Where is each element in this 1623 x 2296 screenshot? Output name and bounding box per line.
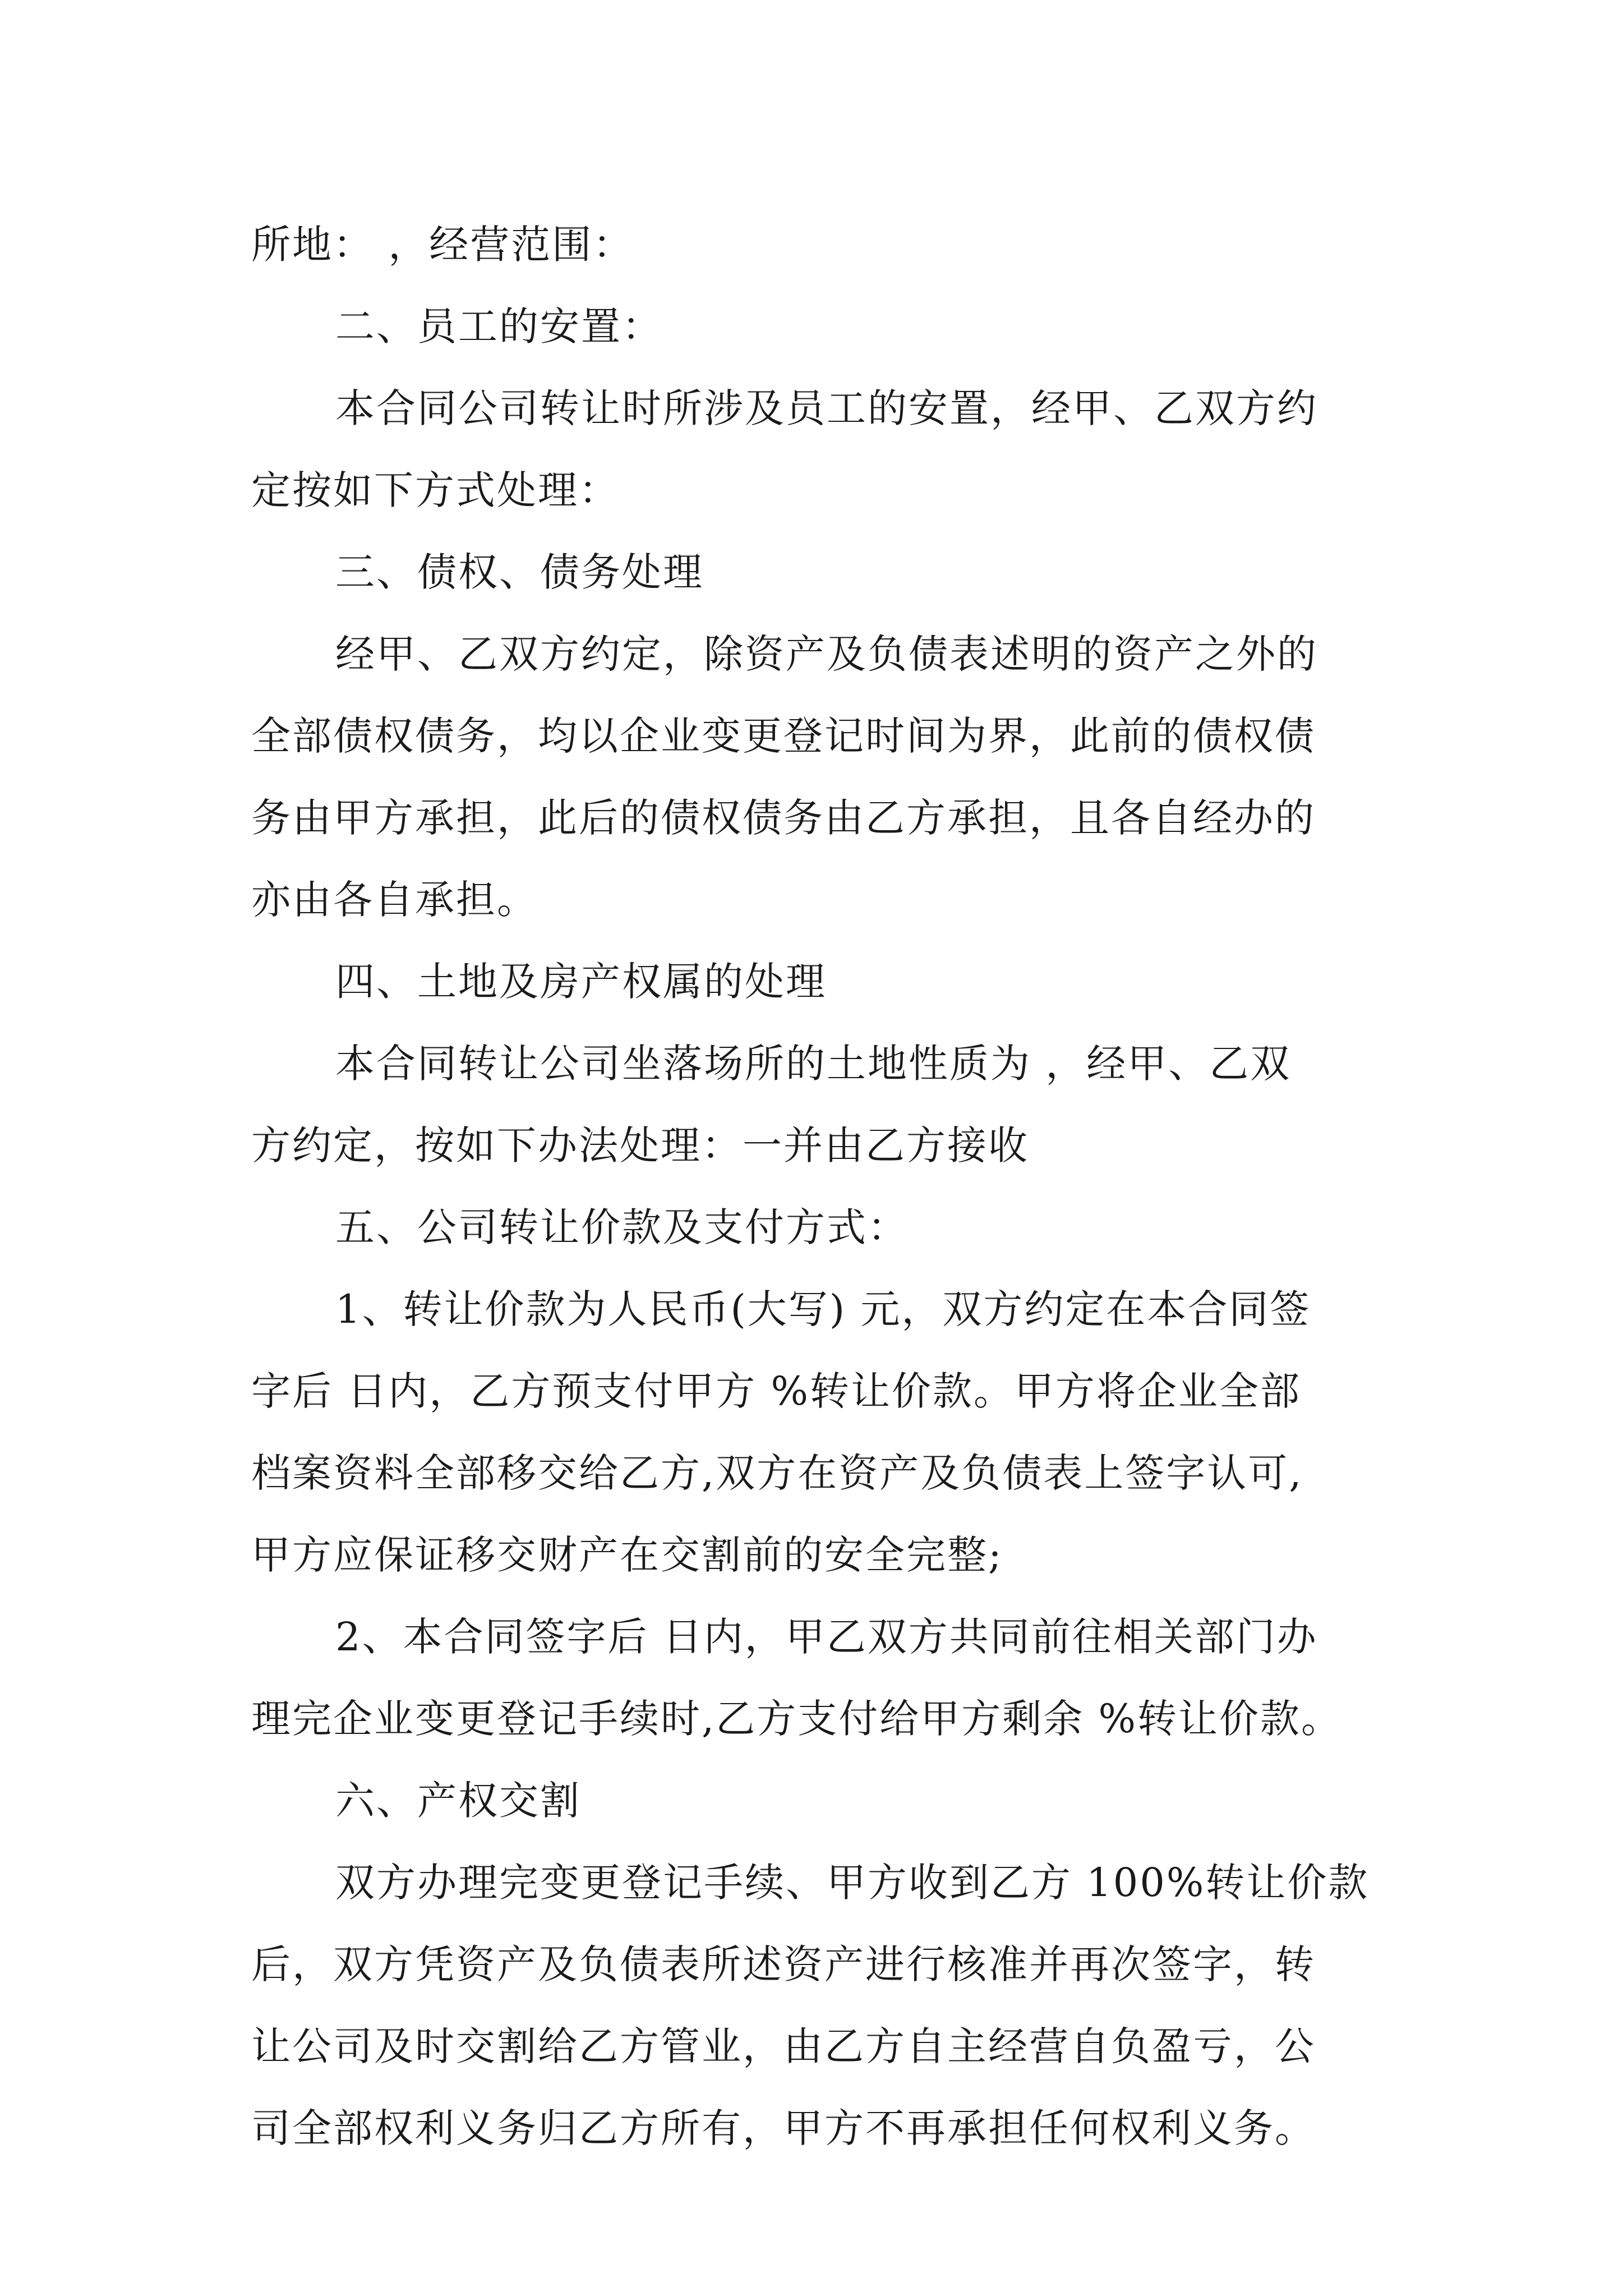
text-line: 后，双方凭资产及负债表所述资产进行核准并再次签字，转 [251,1941,1316,1987]
section-heading: 四、土地及房产权属的处理 [335,959,827,1005]
text-line: 字后 日内，乙方预支付甲方 %转让价款。甲方将企业全部 [251,1368,1302,1414]
text-line: 1、转让价款为人民币(大写) 元，双方约定在本合同签 [335,1286,1311,1332]
text-line: 理完企业变更登记手续时,乙方支付给甲方剩余 %转让价款。 [251,1696,1343,1742]
text-line: 方约定，按如下办法处理：一并由乙方接收 [251,1122,1029,1168]
text-line: 档案资料全部移交给乙方,双方在资产及负债表上签字认可, [251,1450,1303,1496]
text-line: 定按如下方式处理： [251,467,620,513]
section-heading: 五、公司转让价款及支付方式： [335,1204,909,1250]
text-line: 全部债权债务，均以企业变更登记时间为界，此前的债权债 [251,713,1316,759]
text-line: 司全部权利义务归乙方所有，甲方不再承担任何权利义务。 [251,2105,1316,2151]
text-line: 务由甲方承担，此后的债权债务由乙方承担，且各自经办的 [251,795,1316,841]
section-heading: 二、员工的安置： [335,303,663,349]
text-line: 本合同转让公司坐落场所的土地性质为 ，经甲、乙双 [335,1041,1292,1087]
text-line: 所地： ，经营范围： [251,222,634,268]
text-line: 亦由各自承担。 [251,877,538,923]
section-heading: 三、债权、债务处理 [335,549,704,595]
text-line: 本合同公司转让时所涉及员工的安置，经甲、乙双方约 [335,385,1318,431]
text-line: 双方办理完变更登记手续、甲方收到乙方 100%转让价款 [335,1860,1370,1906]
text-line: 让公司及时交割给乙方管业，由乙方自主经营自负盈亏，公 [251,2023,1316,2069]
text-line: 经甲、乙双方约定，除资产及负债表述明的资产之外的 [335,631,1318,677]
section-heading: 六、产权交割 [335,1778,581,1824]
text-line: 甲方应保证移交财产在交割前的安全完整; [251,1532,1003,1578]
text-line: 2、本合同签字后 日内，甲乙双方共同前往相关部门办 [335,1614,1318,1660]
